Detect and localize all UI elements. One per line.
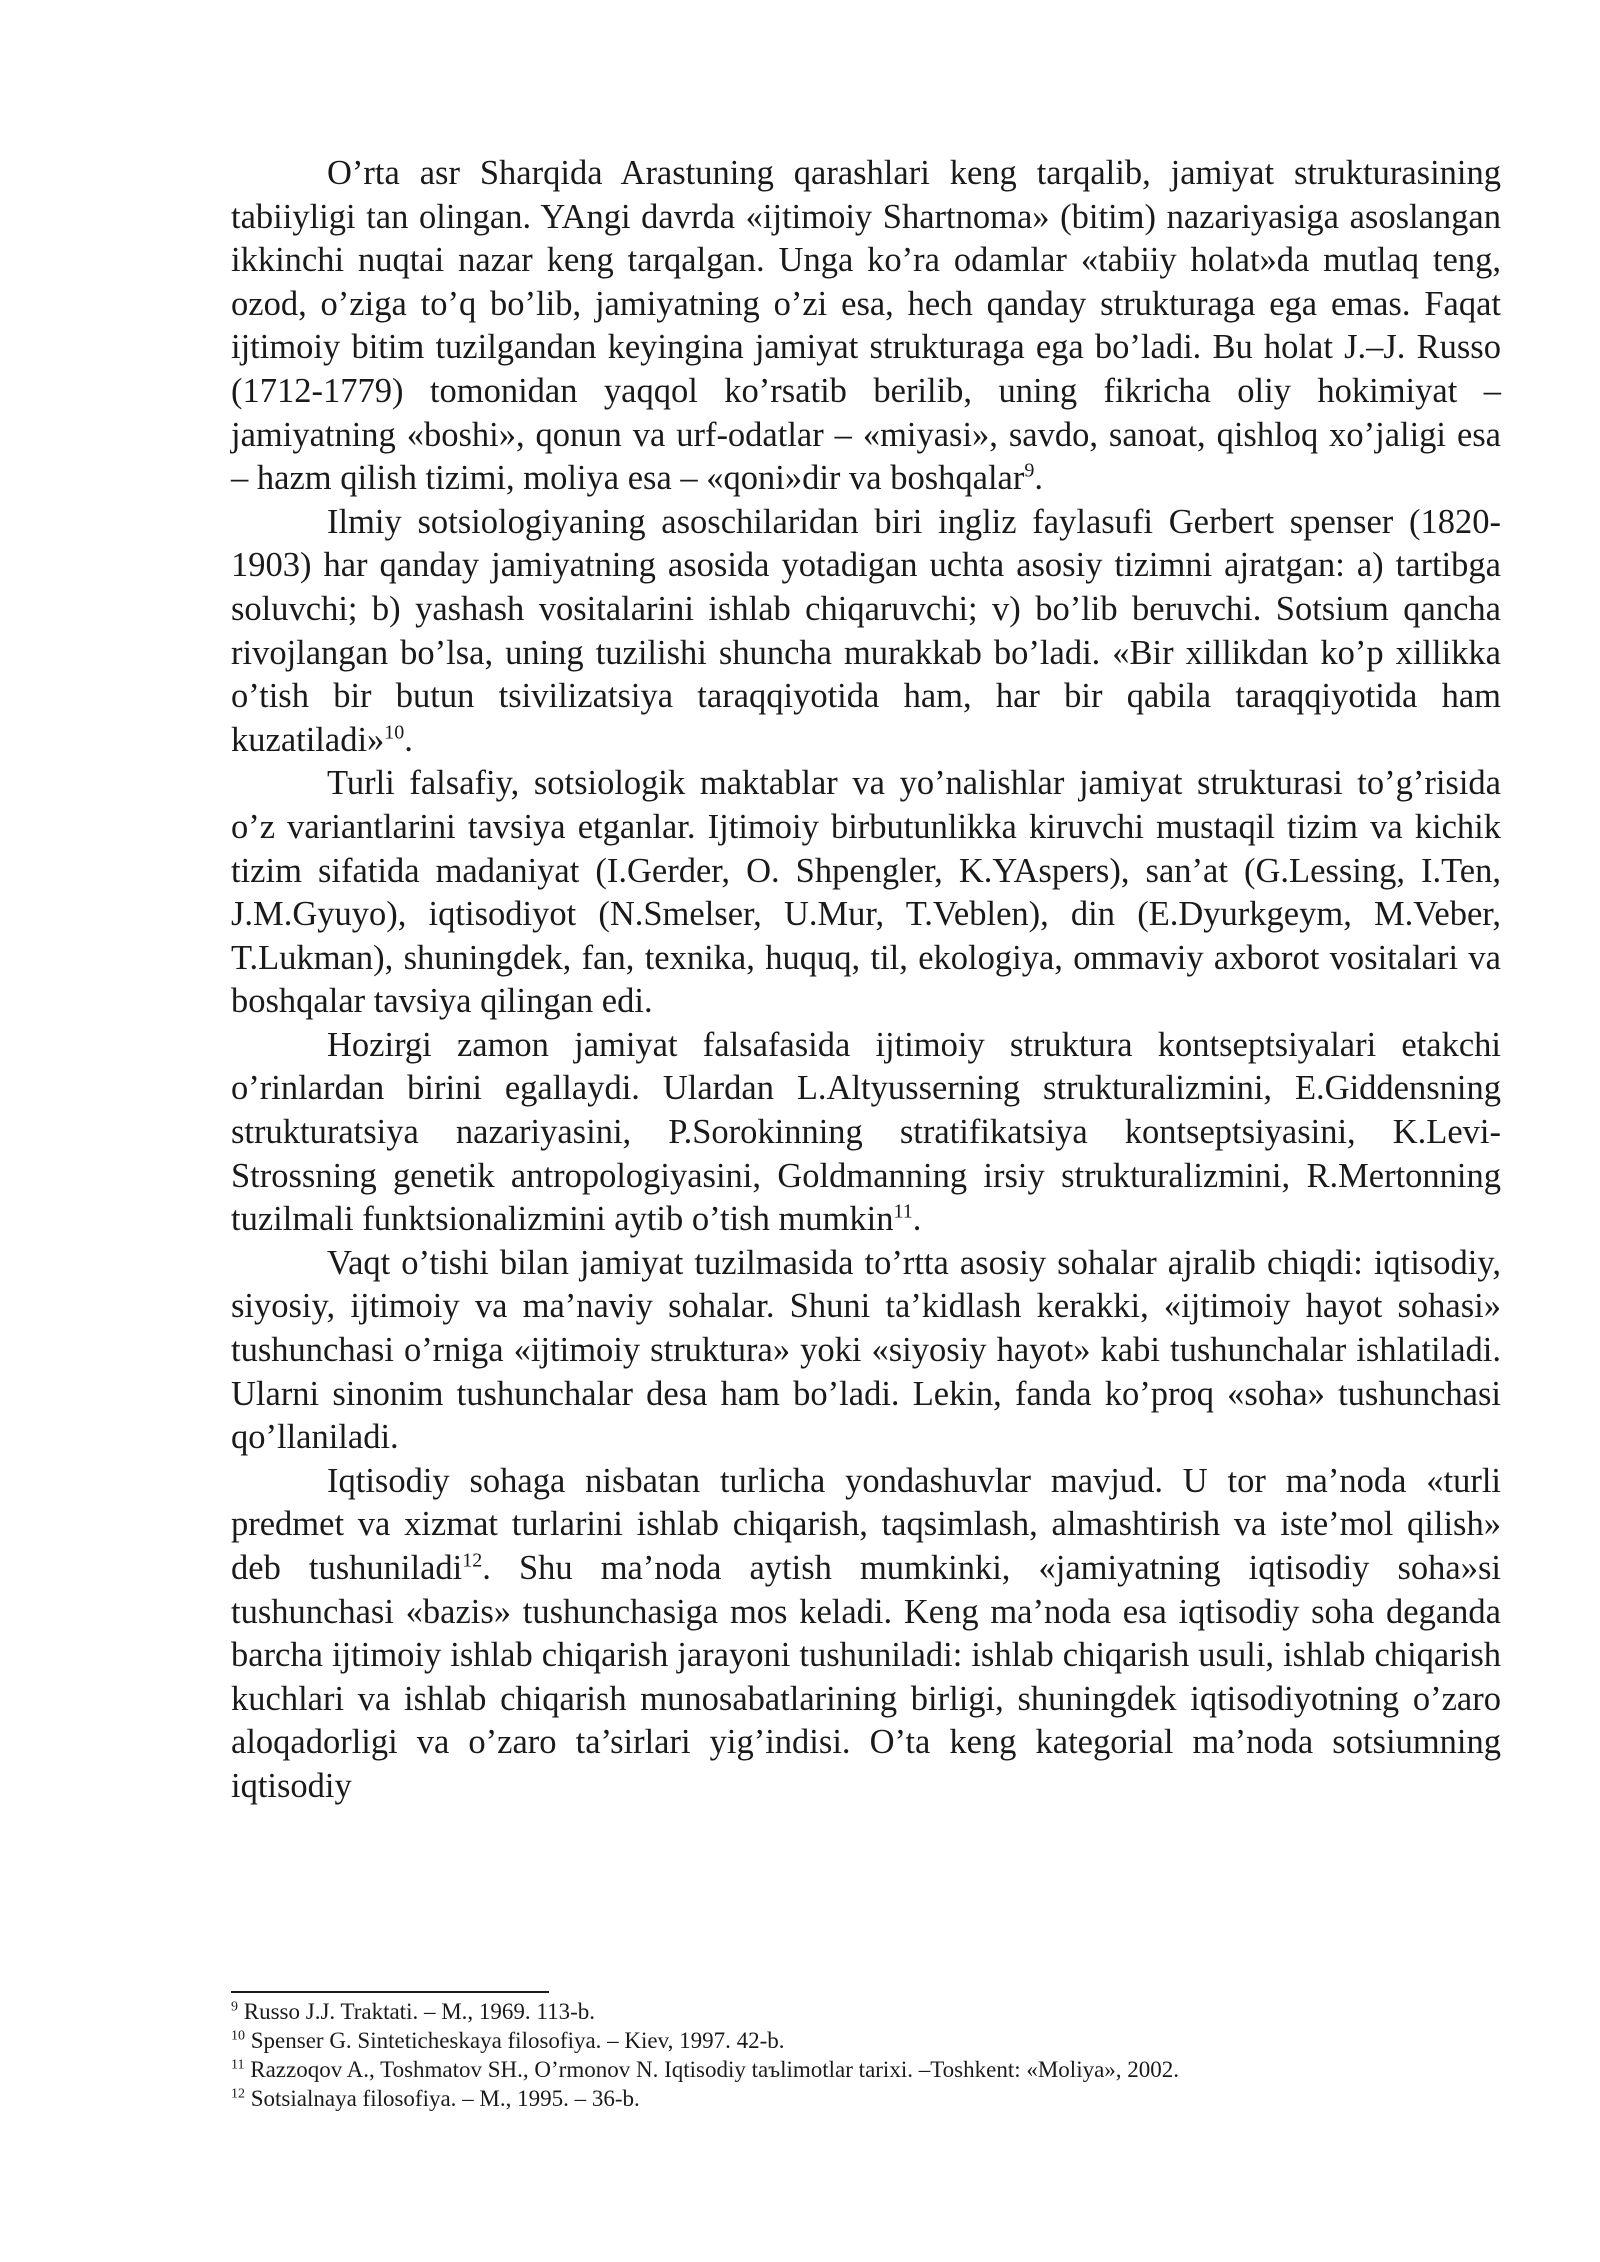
footnote-text: Spenser G. Sinteticheskaya filosofiya. – Kiev, 1997. 42-b. bbox=[250, 2028, 785, 2053]
footnote-text: Sotsialnaya filosofiya. – M., 1995. – 36-b. bbox=[250, 2086, 640, 2111]
footnote-list bbox=[231, 1997, 1501, 2113]
footnote-number: 11 bbox=[231, 2057, 245, 2073]
paragraph-text: Iqtisodiy sohaga nisbatan turlicha yondashuvlar mavjud. U tor ma’noda «turli predmet va xizmat turlarini ishlab chiqarish, taqsimlash, almashtirish va iste’mol qilish» deb tushuniladi bbox=[231, 1461, 1501, 1587]
paragraph-text: . bbox=[404, 720, 413, 759]
paragraph-text: . bbox=[912, 1200, 922, 1239]
paragraph-text: Vaqt o’tishi bilan jamiyat tuzilmasida to’rtta asosiy sohalar ajralib chiqdi: iqtisodiy, siyosiy, ijtimoiy va ma’naviy sohalar. Shuni ta’kidlash kerakki, «ijtimoiy hayot sohasi» tushunchasi o’rniga «ijtimoiy struktura» yoki «siyosiy hayot» kabi tushunchalar ishlatiladi. Ularni sinonim tushunchalar desa ham bo’ladi. Lekin, fanda ko’proq «soha» tushunchasi qo’llaniladi. bbox=[231, 1243, 1501, 1457]
footnotes bbox=[231, 1991, 1501, 2113]
footnote bbox=[231, 2084, 1501, 2113]
paragraph-text: Hozirgi zamon jamiyat falsafasida ijtimoiy struktura kontseptsiyalari etakchi o’rinlardan birini egallaydi. Ulardan L.Altyusserning strukturalizmini, E.Giddensning strukturatsiya nazariyasini, P.Sorokinning stratifikatsiya kontseptsiyasini, K.Levi-Strossning genetik antropologiyasini, Goldmanning irsiy strukturalizmini, R.Mertonning tuzilmali funktsionalizmini aytib o’tish mumkin bbox=[231, 1025, 1501, 1239]
paragraph-text: Turli falsafiy, sotsiologik maktablar va yo’nalishlar jamiyat strukturasi to’g’risida o’z variantlarini tavsiya etganlar. Ijtimoiy birbutunlikka kiruvchi mustaqil tizim va kichik tizim sifatida madaniyat (I.Gerder, O. Shpengler, K.YAspers), san’at (G.Lessing, I.Ten, J.M.Gyuyo), iqtisodiyot (N.Smelser, U.Mur, T.Veblen), din (E.Dyurkgeym, M.Veber, T.Lukman), shuningdek, fan, texnika, huquq, til, ekologiya, ommaviy axborot vositalari va boshqalar tavsiya qilingan edi. bbox=[231, 764, 1501, 1021]
footnote-number: 9 bbox=[231, 1999, 238, 2015]
page-body bbox=[231, 152, 1501, 1809]
paragraph bbox=[231, 1460, 1501, 1809]
paragraph-text: O’rta asr Sharqida Arastuning qarashlari keng tarqalib, jamiyat strukturasining tabiiyligi tan olingan. YAngi davrda «ijtimoiy Shartnoma» (bitim) nazariyasiga asoslangan ikkinchi nuqtai nazar keng tarqalgan. Unga ko’ra odamlar «tabiiy holat»da mutlaq teng, ozod, o’ziga to’q bo’lib, jamiyatning o’zi esa, hech qanday strukturaga ega emas. Faqat ijtimoiy bitim tuzilgandan keyingina jamiyat strukturaga ega bo’ladi. Bu holat J.–J. Russo (1712-1779) tomonidan yaqqol ko’rsatib berilib, uning fikricha oliy hokimiyat – jamiyatning «boshi», qonun va urf-odatlar – «miyasi», savdo, sanoat, qishloq xo’jaligi esa – hazm qilish tizimi, moliya esa – «qoni»dir va boshqalar bbox=[231, 154, 1501, 498]
paragraph-text: . Shu ma’noda aytish mumkinki, «jamiyatning iqtisodiy soha»si tushunchasi «bazis» tushunchasiga mos keladi. Keng ma’noda esa iqtisodiy soha deganda barcha ijtimoiy ishlab chiqarish jarayoni tushuniladi: ishlab chiqarish usuli, ishlab chiqarish kuchlari va ishlab chiqarish munosabatlarining birligi, shuningdek iqtisodiyotning o’zaro aloqadorligi va o’zaro ta’sirlari yig’indisi. O’ta keng kategorial ma’noda sotsiumning iqtisodiy bbox=[231, 1549, 1501, 1805]
footnote-number: 10 bbox=[231, 2028, 245, 2044]
footnote-ref[interactable]: 11 bbox=[893, 1200, 913, 1223]
footnote-ref[interactable]: 12 bbox=[462, 1549, 483, 1572]
footnote-text: Russo J.J. Traktati. – M., 1969. 113-b. bbox=[243, 1999, 595, 2024]
footnote-number: 12 bbox=[231, 2086, 245, 2102]
paragraph-text: . bbox=[1034, 459, 1043, 498]
footnote-text: Razzoqov A., Toshmatov SH., O’rmonov N. Iqtisodiy taъlimotlar tarixi. –Toshkent: «Moliya», 2002. bbox=[250, 2057, 1180, 2082]
footnote-separator bbox=[231, 1991, 549, 1993]
paragraph bbox=[231, 1242, 1501, 1460]
paragraph-list bbox=[231, 152, 1501, 1809]
footnote bbox=[231, 1997, 1501, 2026]
footnote-ref[interactable]: 10 bbox=[384, 721, 405, 744]
paragraph bbox=[231, 501, 1501, 763]
footnote bbox=[231, 2026, 1501, 2055]
paragraph-text: Ilmiy sotsiologiyaning asoschilaridan biri ingliz faylasufi Gerbert spenser (1820-1903) har qanday jamiyatning asosida yotadigan uchta asosiy tizimni ajratgan: a) tartibga soluvchi; b) yashash vositalarini ishlab chiqaruvchi; v) bo’lib beruvchi. Sotsium qancha rivojlangan bo’lsa, uning tuzilishi shuncha murakkab bo’ladi. «Bir xillikdan ko’p xillikka o’tish bir butun tsivilizatsiya taraqqiyotida ham, har bir qabila taraqqiyotida ham kuzatiladi» bbox=[231, 502, 1501, 759]
footnote bbox=[231, 2055, 1501, 2084]
paragraph bbox=[231, 152, 1501, 501]
footnote-ref[interactable]: 9 bbox=[1024, 459, 1035, 482]
paragraph bbox=[231, 762, 1501, 1024]
paragraph bbox=[231, 1024, 1501, 1242]
